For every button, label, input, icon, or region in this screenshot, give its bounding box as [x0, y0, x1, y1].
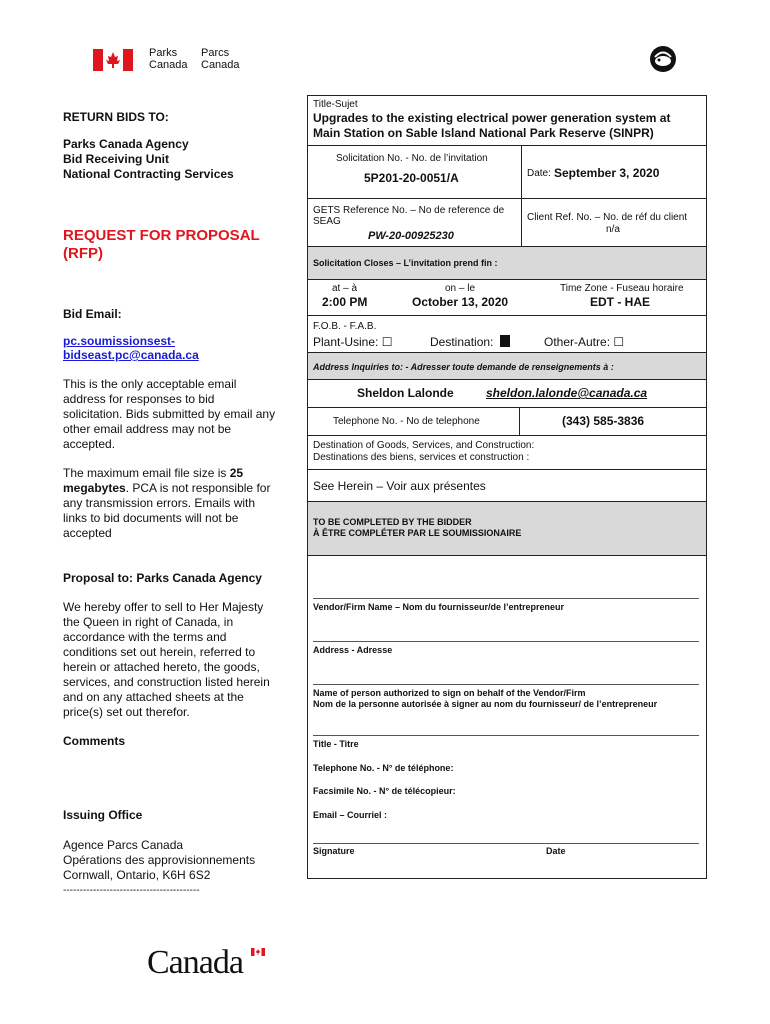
offer-text [63, 600, 270, 720]
max-size-line: links to bid documents will not be [63, 511, 239, 525]
offer-line: and on any attached sheets at the [63, 690, 244, 704]
address-inquiries-label: Address Inquiries to: - Adresser toute demande de renseignements à : [313, 362, 614, 372]
canada-en: Canada [149, 59, 188, 71]
destination-goods-line: Destinations des biens, services et construction : [313, 452, 530, 463]
office-line: Opérations des approvisionnements [63, 853, 256, 867]
other-checkbox[interactable]: Other-Autre: ☐ [544, 335, 625, 349]
bidder-heading [313, 517, 521, 539]
max-size-line: any transmission errors. Emails with [63, 496, 256, 510]
rfp-subtitle: (RFP) [63, 245, 103, 262]
gets-label-line: SEAG [313, 216, 341, 227]
bid-email-line[interactable]: bidseast.pc@canada.ca [63, 348, 199, 362]
offer-line: conditions set out herein, referred to [63, 645, 256, 659]
gets-label-line: GETS Reference No. – No de reference de [313, 205, 505, 216]
see-herein: See Herein – Voir aux présentes [313, 479, 486, 493]
at-label: at – à [332, 283, 358, 294]
parks-en: Parks [149, 47, 178, 59]
authorized-person-label [313, 688, 657, 710]
offer-line: accordance with the terms and [63, 630, 227, 644]
offer-line: price(s) set out therefor. [63, 705, 190, 719]
max-size-post: . PCA is not responsible for [125, 481, 271, 495]
office-address [63, 838, 255, 898]
proposal-to: Proposal to: Parks Canada Agency [63, 571, 262, 585]
fob-label: F.O.B. - F.A.B. [313, 321, 377, 332]
on-value: October 13, 2020 [412, 295, 509, 309]
date-field-label: Date [546, 846, 566, 856]
address-field[interactable] [313, 641, 699, 642]
destination-goods [313, 440, 534, 464]
email-note-line: This is the only acceptable email [63, 377, 237, 391]
bid-email-link[interactable] [63, 334, 199, 362]
canada-fr: Canada [201, 59, 240, 71]
solicitation-no: 5P201-20-0051/A [364, 171, 459, 185]
destination-label: Destination: [430, 335, 494, 349]
offer-line: services, and construction listed herein [63, 675, 270, 689]
comments-label: Comments [63, 734, 126, 748]
bid-email-line[interactable]: pc.soumissionsest- [63, 334, 176, 348]
bidder-heading-line: À ÊTRE COMPLÉTER PAR LE SOUMISSIONAIRE [313, 528, 522, 538]
canada-wordmark [147, 944, 243, 982]
email-note-line: other email address may not be [63, 422, 232, 436]
offer-line: We hereby offer to sell to Her Majesty [63, 600, 264, 614]
authorized-person-line: Nom de la personne autorisée à signer au nom du fournisseur/ de l’entrepreneur [313, 699, 658, 709]
office-line: Agence Parcs Canada [63, 838, 184, 852]
email-field-label[interactable]: Email – Courriel : [313, 810, 388, 820]
title-value [313, 111, 670, 141]
gets-value: PW-20-00925230 [368, 230, 454, 242]
contact-email[interactable]: sheldon.lalonde@canada.ca [486, 386, 648, 400]
client-ref-value: n/a [606, 224, 620, 235]
date-value: September 3, 2020 [554, 166, 660, 180]
phone-label: Telephone No. - No de telephone [333, 416, 480, 427]
solicitation-label: Solicitation No. - No. de l’invitation [336, 153, 488, 164]
date-label: Date: [527, 168, 551, 179]
email-note-line: accepted. [63, 437, 116, 451]
tz-label: Time Zone - Fuseau horaire [560, 283, 684, 294]
parcs-fr: Parcs [201, 47, 230, 59]
agency-line: National Contracting Services [63, 167, 234, 181]
signature-label: Signature [313, 846, 355, 856]
max-size-unit: megabytes [63, 481, 126, 495]
title-field[interactable] [313, 735, 699, 736]
office-line: Cornwall, Ontario, K6H 6S2 [63, 868, 211, 882]
email-note-line: address for responses to bid [63, 392, 215, 406]
issuing-office-label: Issuing Office [63, 808, 143, 822]
title-field-label: Title - Titre [313, 739, 359, 749]
agency-line: Parks Canada Agency [63, 137, 189, 151]
authorized-person-line: Name of person authorized to sign on behalf of the Vendor/Firm [313, 688, 586, 698]
plant-checkbox[interactable]: Plant-Usine: ☐ [313, 335, 393, 349]
office-line: ----------------------------------------- [63, 885, 200, 896]
fax-field-label[interactable]: Facsimile No. - N° de télécopieur: [313, 786, 456, 796]
offer-line: the Queen in right of Canada, in [63, 615, 234, 629]
bidder-heading-line: TO BE COMPLETED BY THE BIDDER [313, 517, 472, 527]
phone-value: (343) 585-3836 [562, 414, 645, 428]
contact-name: Sheldon Lalonde [357, 386, 454, 400]
canada-wordmark-text: Canada [147, 944, 243, 981]
title-label: Title-Sujet [313, 99, 358, 110]
agency-block [63, 137, 234, 182]
signature-line[interactable] [313, 843, 699, 844]
at-value: 2:00 PM [322, 295, 368, 309]
parks-canada-logo [93, 49, 253, 73]
rfp-title [63, 227, 260, 263]
canada-flag-icon [93, 49, 133, 71]
address-label: Address - Adresse [313, 645, 393, 655]
gets-label [313, 205, 504, 227]
destination-checkbox[interactable] [430, 335, 510, 349]
authorized-person-field[interactable] [313, 684, 699, 685]
destination-goods-line: Destination of Goods, Services, and Construction: [313, 440, 535, 451]
tz-value: EDT - HAE [590, 295, 650, 309]
canada-wordmark-flag-icon [251, 948, 265, 956]
return-bids-title: RETURN BIDS TO: [63, 110, 169, 124]
closes-label: Solicitation Closes – L’invitation prend fin : [313, 258, 498, 268]
max-size-line: accepted [63, 526, 112, 540]
title-line: Upgrades to the existing electrical power generation system at [313, 111, 671, 125]
title-line: Main Station on Sable Island National Park Reserve (SINPR) [313, 126, 654, 140]
bid-email-label: Bid Email: [63, 307, 122, 321]
telephone-field-label[interactable]: Telephone No. - N° de téléphone: [313, 763, 454, 773]
agency-line: Bid Receiving Unit [63, 152, 170, 166]
beaver-emblem-icon [648, 44, 678, 74]
on-label: on – le [445, 283, 476, 294]
max-size-value: 25 [229, 466, 244, 480]
vendor-label: Vendor/Firm Name – Nom du fournisseur/de l’entrepreneur [313, 602, 565, 612]
email-note-line: solicitation. Bids submitted by email any [63, 407, 276, 421]
checked-box-icon [500, 335, 510, 347]
rfp-title-line: REQUEST FOR PROPOSAL [63, 227, 260, 244]
max-size-note [63, 466, 298, 541]
client-ref-label: Client Ref. No. – No. de réf du client [527, 212, 688, 223]
email-note [63, 377, 275, 452]
offer-line: herein or attached hereto, the goods, [63, 660, 260, 674]
max-size-pre: The maximum email file size is [63, 466, 230, 480]
vendor-name-field[interactable] [313, 598, 699, 599]
